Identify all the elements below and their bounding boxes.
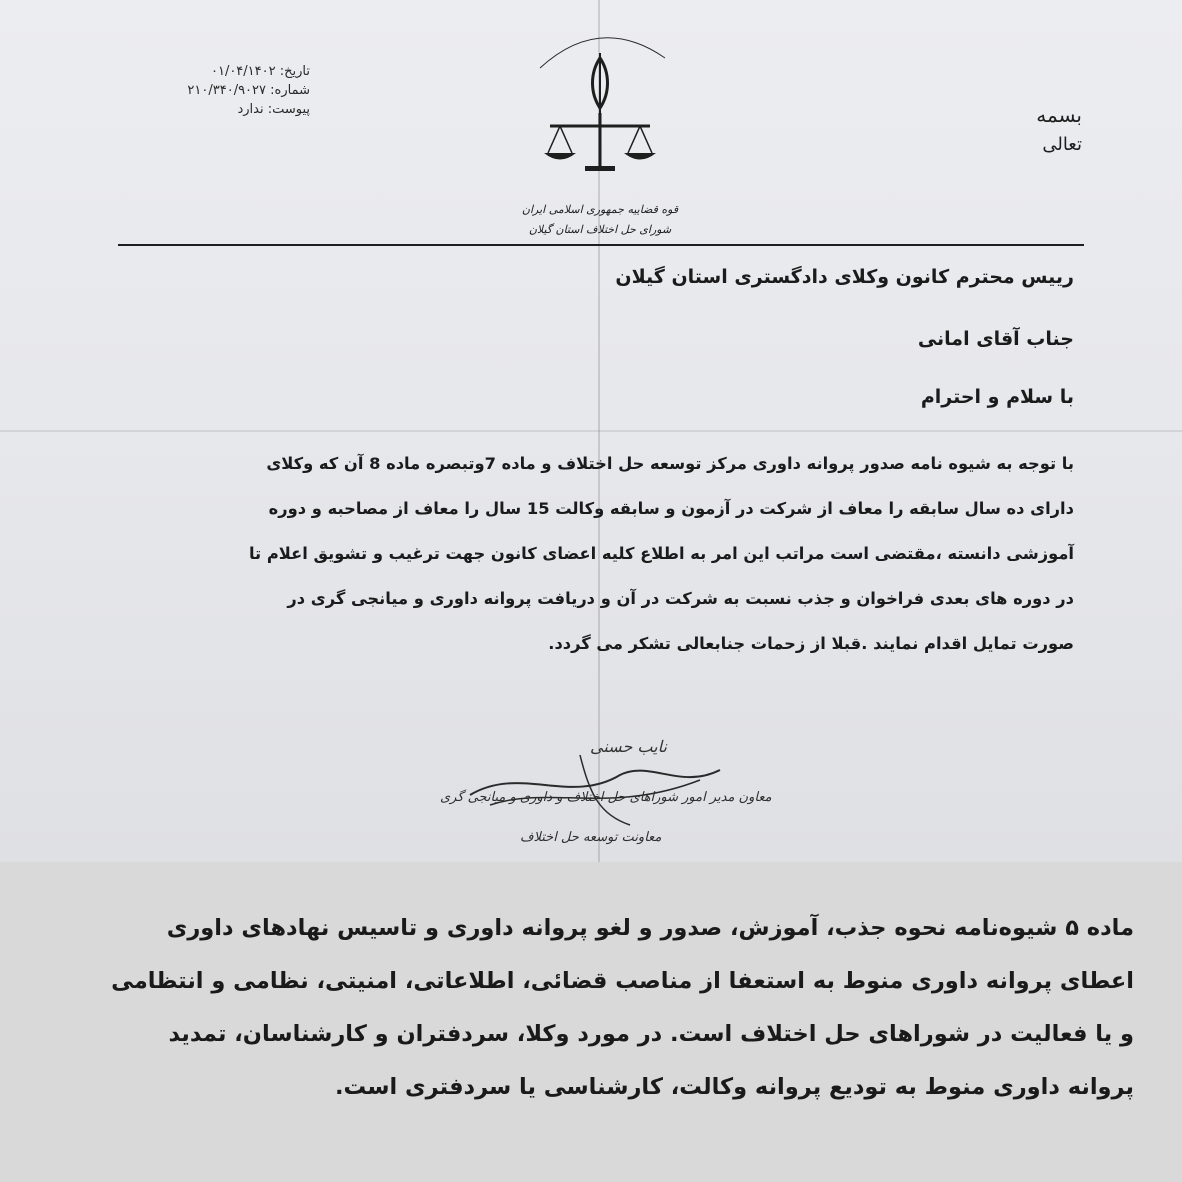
letter-header	[1036, 100, 1082, 160]
caption-line: اعطای پروانه داوری منوط به استعفا از مناصب قضائی، اطلاعاتی، امنیتی، نظامی و انتظامی	[111, 968, 1134, 994]
emblem-org-line1: قوه قضاییه جمهوری اسلامی ایران	[521, 203, 679, 216]
caption-text	[44, 902, 1134, 1114]
caption-line: و یا فعالیت در شوراهای حل اختلاف است. در مورد وکلا، سردفتران و کارشناسان، تمدید	[168, 1021, 1134, 1047]
bismillah-text: بسمه	[1036, 103, 1082, 127]
letter-body	[134, 441, 1074, 666]
letter-attachment: پیوست: ندارد	[237, 102, 310, 117]
letter-meta	[150, 62, 310, 119]
caption-line: پروانه داوری منوط به تودیع پروانه وکالت، کارشناسی یا سردفتری است.	[334, 1074, 1134, 1100]
caption-line: ماده ۵ شیوه‌نامه نحوه جذب، آموزش، صدور و لغو پروانه داوری و تاسیس نهادهای داوری	[166, 915, 1134, 941]
paper-fold-horizontal	[0, 430, 1182, 432]
emblem-org-line2: شورای حل اختلاف استان گیلان	[528, 223, 672, 236]
letter-body-line: دارای ده سال سابقه را معاف از شرکت در آزمون و سابقه وکالت 15 سال را معاف از مصاحبه و دوره	[268, 499, 1074, 518]
letter-body-line: در دوره های بعدی فراخوان و جذب نسبت به شرکت در آن و دریافت پروانه داوری و میانجی گری در	[287, 589, 1074, 608]
letter-body-line: با توجه به شیوه نامه صدور پروانه داوری مرکز توسعه حل اختلاف و ماده 7وتبصره ماده 8 آن که وکلای	[266, 454, 1074, 473]
scales-of-justice-icon	[544, 113, 656, 171]
letter-addressee: جناب آقای امانی	[917, 328, 1074, 350]
signature-department: معاونت توسعه حل اختلاف	[520, 830, 662, 845]
letter-number: شماره: ۲۱۰/۳۴۰/۹۰۲۷	[187, 83, 310, 98]
header-mark: تعالی	[1042, 134, 1082, 155]
judiciary-emblem	[520, 18, 680, 248]
signature-name: نایب حسنی	[590, 737, 667, 756]
letter-recipient: رییس محترم کانون وکلای دادگستری استان گیلان	[615, 266, 1074, 288]
caption-panel	[0, 862, 1182, 1182]
letter-date: تاریخ: ۰۱/۰۴/۱۴۰۲	[210, 64, 310, 79]
signature-title: معاون مدیر امور شوراهای حل اختلاف و داوری و میانجی گری	[440, 790, 772, 805]
letter-greeting: با سلام و احترام	[920, 386, 1074, 408]
header-divider	[118, 244, 1084, 246]
letter-body-line: صورت تمایل اقدام نمایند .قبلا از زحمات جنابعالی تشکر می گردد.	[548, 634, 1074, 653]
emblem-symbol	[593, 53, 608, 113]
letter-body-line: آموزشی دانسته ،مقتضی است مراتب این امر به اطلاع کلیه اعضای کانون جهت ترغیب و تشویق اعلام تا	[248, 544, 1074, 563]
